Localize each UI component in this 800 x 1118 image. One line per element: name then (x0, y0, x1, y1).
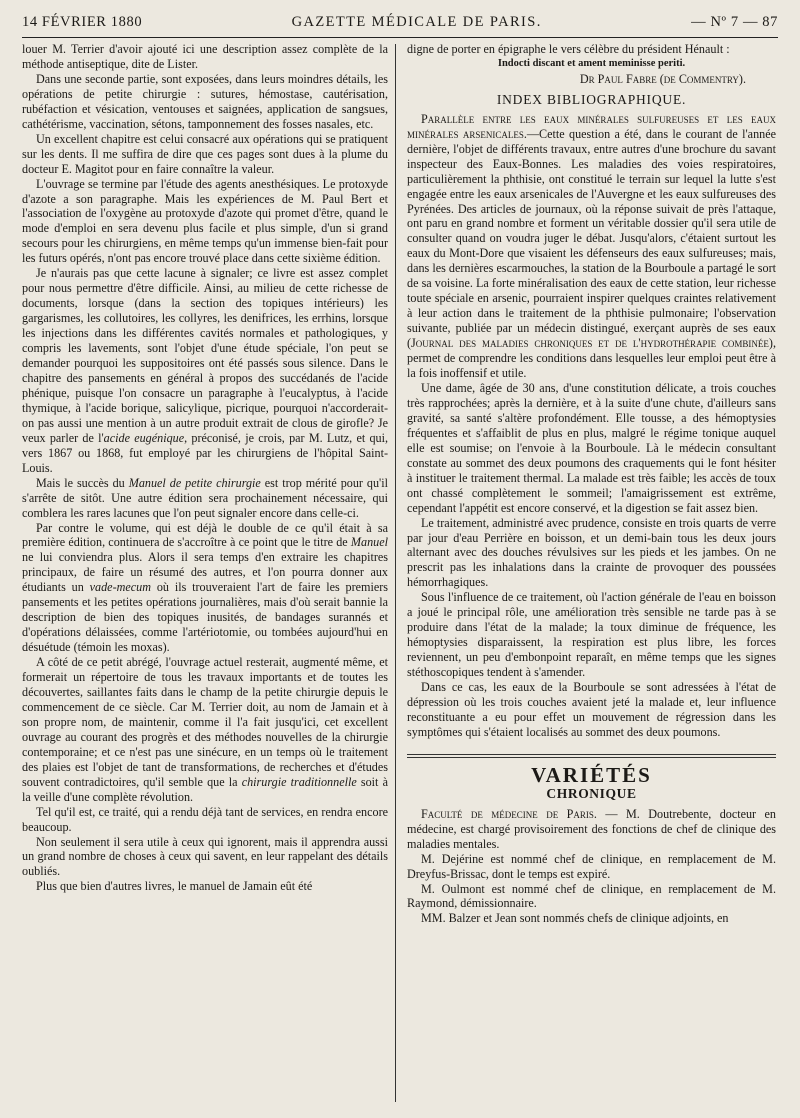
paragraph: Non seulement il sera utile à ceux qui ignorent, mais il apprendra aussi un grand nombre de choses à ceux qui savent, en leur rappelant des détails oubliés. (22, 834, 388, 879)
latin-epigraph: Indocti discant et ament meminisse periti. (497, 57, 686, 69)
paragraph (22, 521, 388, 656)
paragraph: digne de porter en épigraphe le vers célèbre du président Hénault : (407, 42, 730, 56)
emphasis: Manuel de petite chirurgie (128, 475, 261, 490)
text-run: ), permet de comprendre les conditions dans lesquelles leur emploi peut être à la fois inoffensif et utile. (407, 336, 776, 381)
paragraph: Dans ce cas, les eaux de la Bourboule se sont adressées à l'état de dépression où les trois couches avaient jeté la malade et, leur influence reconstituante a eu pour effet un mouvement de régression dans les symptômes qui s'étaient localisés au sommet des deux poumons. (407, 680, 776, 739)
paragraph: Tel qu'il est, ce traité, qui a rendu déjà tant de services, en rendra encore beaucoup. (22, 804, 388, 834)
paragraph: MM. Balzer et Jean sont nommés chefs de clinique adjoints, en (421, 911, 729, 926)
paragraph: Dans une seconde partie, sont exposées, dans leurs moindres détails, les opérations de petite chirurgie : sutures, hémostase, cautérisation, rubéfaction et vésication, ventouses et saignées, application de sangsues, cathétérisme, vaccination, sétons, tamponnement des fosses nasales, etc. (22, 71, 388, 131)
journal-name: Journal des maladies chroniques et de l'hydrothérapie combinée (411, 336, 769, 351)
paragraph (22, 655, 388, 805)
text-run: — M. Doutrebente, docteur en médecine, est chargé provisoirement des fonctions de chef de clinique des maladies mentales. (407, 806, 776, 851)
text-run: A côté de ce petit abrégé, l'ouvrage actuel resterait, augmenté même, et formerait un répertoire de tous les travaux importants et de toutes les découvertes, saillantes faits dans le champ de la petite chirurgie depuis le commencement de ce siècle. Car M. Terrier doit, au nom de Jamain et à son propre nom, de maintenir, comme il l'a fait jusqu'ici, cet excellent ouvrage au courant des progrès et des méthodes nouvelles de la chirurgie contemporaine; et ce n'est pas une sinécure, en un temps où le traitement des plaies est l'objet de tant de transformations, de recherches et d'études souvent contradictoires, qu'il semble que la (22, 655, 388, 789)
text-run: Par contre le volume, qui est déjà le double de ce qu'il était à sa première édition, continuera de s'accroître à ce point que le titre de (22, 520, 388, 550)
paragraph: L'ouvrage se termine par l'étude des agents anesthésiques. Le protoxyde d'azote a son paragraphe. Mais les expériences de M. Paul Bert et l'association de l'oxygène au protoxyde d'azote qui promet d'être, quand le mode d'emploi en sera devenu plus facile et plus simple, d'un si grand secours pour les chirurgiens, en même temps qu'un immense bien-fait pour les futurs opérés, n'ont pas encore trouvé place dans cette sixième édition. (22, 176, 388, 266)
paragraph: Le traitement, administré avec prudence, consiste en trois quarts de verre par jour d'eau Perrière en boisson, et un demi-bain tous les deux jours alternant avec des douches révulsives sur les pieds et les jambes. On ne prescrit pas les inhalations dans la crainte de provoquer des poussées hémorrhagiques. (407, 515, 776, 590)
paragraph: M. Oulmont est nommé chef de clinique, en remplacement de M. Raymond, démissionnaire. (407, 881, 776, 911)
text-run: Mais le succès du (36, 475, 129, 490)
paragraph: louer M. Terrier d'avoir ajouté ici une description assez complète de la méthode antiseptique, dite de Lister. (22, 42, 388, 71)
right-column (396, 42, 776, 1102)
varietes-heading: VARIÉTÉS (531, 762, 652, 787)
paragraph: Un excellent chapitre est celui consacré aux opérations qui se pratiquent sur les dents. Il me suffira de dire que ces pages sont dues à la plume du docteur E. Magitot pour en faire connaître la valeur. (22, 131, 388, 176)
text-run: est trop mérité pour qu'il s'arrête de sitôt. Une autre édition sera prochainement nécessaire, qui comblera les rares lacunes que l'on peut signaler encore dans celle-ci. (22, 475, 388, 520)
paragraph: Une dame, âgée de 30 ans, d'une constitution délicate, a trois couches très rapprochées; après la dernière, et à la suite d'une chute, d'ailleurs sans gravité, sa santé s'altère profondément. Elle tousse, a des hémoptysies fréquentes et s'affaiblit de plus en plus, malgré le régime tonique auquel elle est soumise; on l'envoie à la Bourboule. Là le médecin consultant constate au sommet des deux poumons des craquements qui le font hésiter à instituer le traitement thermal. La malade est très faible; les accès de toux ont chassé complètement le sommeil; l'amaigrissement est extrême, cependant l'appétit est encore conservé, et la digestion se fait assez bien. (407, 380, 776, 515)
paragraph (22, 476, 388, 521)
text-run: ne lui conviendra plus. Alors il sera temps d'en extraire les chapitres principaux, de faire un résumé des autres, et l'on pourra donner aux étudiants un (22, 550, 388, 595)
text-run: où ils trouveraient l'art de faire les premiers pansements et les petites opérations journalières, mais d'où serait bannie la description de bien des topiques inusités, de bandages surannés et d'opérations délaissées, comme l'artériotomie, ou tombées aujourd'hui en désuétude (témoin les moxas). (22, 580, 388, 655)
chronique-heading: CHRONIQUE (546, 785, 637, 801)
emphasis: chirurgie traditionnelle (241, 774, 357, 789)
header-rule (22, 37, 778, 38)
paragraph: Plus que bien d'autres livres, le manuel de Jamain eût été (36, 879, 313, 894)
emphasis: vade-mecum (89, 580, 151, 595)
article-title: Parallèle entre les eaux minérales sulfureuses et les eaux minérales arsenicales. (407, 111, 776, 141)
running-header (22, 14, 778, 34)
index-heading: INDEX BIBLIOGRAPHIQUE. (496, 91, 687, 107)
paragraph: M. Dejérine est nommé chef de clinique, en remplacement de M. Dreyfus-Brissac, dont le temps est expiré. (407, 851, 776, 881)
text-run: —Cette question a été, dans le courant de l'année dernière, l'objet de différents travaux, entre autres d'une brochure du savant inspecteur des Eaux-Bonnes. Les maladies des voies respiratoires, particulièrement la phthisie, ont constitué le terrain sur lequel la lutte s'est engagée entre les eaux arsenicales de l'Auvergne et les eaux sulfureuses des Pyrénées. Des articles de journaux, où la réponse suivait de près l'attaque, ont paru en grand nombre et forment un véritable dossier qu'il sera utile de consulter quand on voudra juger le débat. Jusqu'alors, c'étaient surtout les eaux du Mont-Dore que visaient les défenseurs des eaux sulfureuses; mais, dans les dernières escarmouches, la station de la Bourboule a partagé le sort de sa voisine. La forte minéralisation des eaux de cette station, leur richesse toute spéciale en arsenic, pourraient inspirer quelques craintes relativement à leur action dans le traitement de la phthisie pulmonaire; l'observation suivante, publiée par un médecin distingué, exerçant auprès de ses eaux ( (407, 126, 776, 351)
header-issue: — Nº 7 — 87 (691, 14, 778, 30)
left-column (22, 42, 395, 1102)
emphasis: acide eugénique (103, 430, 185, 445)
header-date: 14 FÉVRIER 1880 (22, 14, 143, 30)
text-run: soit à la veille d'une complète révolution. (22, 774, 388, 804)
text-run: Je n'aurais pas que cette lacune à signaler; ce livre est assez complet pour nous permettre d'être difficile. Ainsi, au milieu de cette richesse de documents, lorsque (dans la section des topiques intérieurs) les gargarismes, les collutoires, les collyres, les denifrices, les errhins, lorsque les injections dans les différentes cavités normales et pathologiques, y compris les lavements, sont l'objet d'une étude spéciale, l'on peut se demander pourquoi les suppositoires ont été passés sous silence. Dans le chapitre des pansements en général à propos des succédanés de l'acide phénique, puisque l'on consacre un paragraphe à l'eucalyptus, à l'acide thymique, à l'acide borique, salicylique, picrique, pourquoi n'accorderait-on pas aussi une mention à un autre produit extrait de clous de girofle? Je veux parler de l' (22, 266, 388, 445)
paragraph (407, 807, 776, 852)
paragraph (22, 266, 388, 475)
emphasis: Manuel (350, 535, 388, 550)
header-title: GAZETTE MÉDICALE DE PARIS. (291, 14, 542, 30)
author-signature: Dr Paul Fabre (de Commentry). (579, 71, 746, 86)
news-lead: Faculté de médecine de Paris. (421, 806, 597, 821)
paragraph: Sous l'influence de ce traitement, où l'action générale de l'eau en boisson a joué le principal rôle, une amélioration très sensible ne tarde pas à se produire dans l'état de la malade; la toux diminue de fréquence, les hémoptysies disparaissent, la respiration est plus libre, les forces reviennent, un peu d'embonpoint reparaît, en même temps que les signes stéthoscopiques tendent à s'amender. (407, 590, 776, 680)
text-run: , préconisé, je crois, par M. Lutz, et qui, vers 1867 ou 1868, fut employé par les chirurgiens de l'hôpital Saint-Louis. (22, 430, 388, 475)
two-column-body (22, 42, 778, 1102)
paragraph (407, 112, 776, 381)
section-rule (407, 754, 776, 758)
